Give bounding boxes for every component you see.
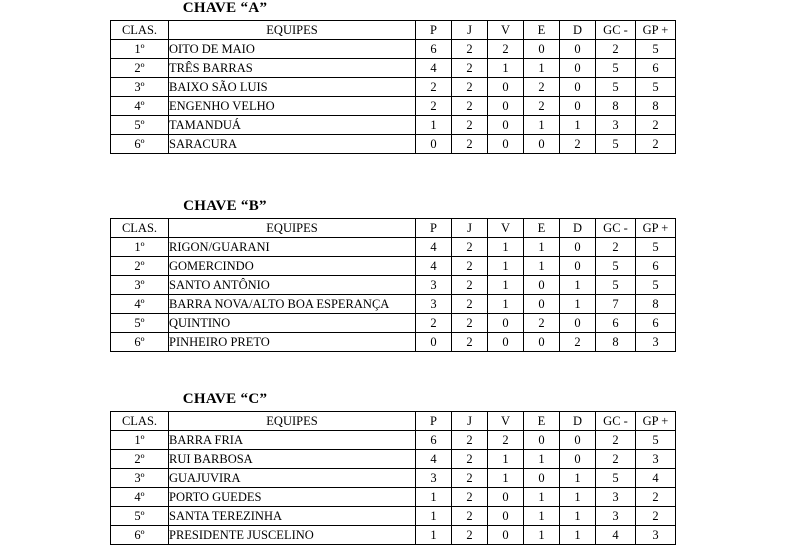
row-position: 3º [111, 78, 169, 97]
row-played: 2 [452, 526, 488, 545]
row-points: 1 [416, 507, 452, 526]
row-wins: 1 [488, 469, 524, 488]
row-draws: 1 [524, 116, 560, 135]
row-wins: 0 [488, 333, 524, 352]
row-goals-for: 4 [636, 469, 676, 488]
column-header-j: J [452, 219, 488, 238]
column-header-clas: CLAS. [111, 21, 169, 40]
row-position: 4º [111, 97, 169, 116]
row-draws: 1 [524, 257, 560, 276]
row-played: 2 [452, 488, 488, 507]
row-team: TAMANDUÁ [169, 116, 416, 135]
group-block-a [110, 0, 675, 154]
row-goals-for: 6 [636, 59, 676, 78]
row-position: 4º [111, 488, 169, 507]
row-points: 1 [416, 116, 452, 135]
row-goals-against: 5 [596, 469, 636, 488]
row-goals-for: 3 [636, 526, 676, 545]
row-goals-for: 5 [636, 431, 676, 450]
group-title-b: CHAVE “B” [183, 198, 267, 214]
row-draws: 0 [524, 135, 560, 154]
row-draws: 2 [524, 314, 560, 333]
row-team: BARRA NOVA/ALTO BOA ESPERANÇA [169, 295, 416, 314]
row-position: 2º [111, 59, 169, 78]
row-team: RUI BARBOSA [169, 450, 416, 469]
column-header-p: P [416, 21, 452, 40]
row-wins: 2 [488, 431, 524, 450]
table-row [111, 431, 676, 450]
row-team: PORTO GUEDES [169, 488, 416, 507]
standings-table-b [110, 218, 676, 352]
row-position: 4º [111, 295, 169, 314]
row-position: 1º [111, 238, 169, 257]
column-header-d: D [560, 412, 596, 431]
row-losses: 1 [560, 526, 596, 545]
row-points: 2 [416, 97, 452, 116]
row-goals-against: 2 [596, 238, 636, 257]
row-losses: 1 [560, 276, 596, 295]
row-goals-for: 8 [636, 295, 676, 314]
row-draws: 1 [524, 450, 560, 469]
row-losses: 0 [560, 431, 596, 450]
row-played: 2 [452, 238, 488, 257]
table-row [111, 78, 676, 97]
row-goals-against: 8 [596, 333, 636, 352]
column-header-equipes: EQUIPES [169, 21, 416, 40]
row-played: 2 [452, 469, 488, 488]
row-draws: 0 [524, 295, 560, 314]
row-goals-for: 3 [636, 450, 676, 469]
row-goals-against: 3 [596, 116, 636, 135]
table-row [111, 295, 676, 314]
table-row [111, 59, 676, 78]
row-points: 2 [416, 78, 452, 97]
row-losses: 0 [560, 59, 596, 78]
row-goals-against: 5 [596, 135, 636, 154]
group-title-a: CHAVE “A” [182, 0, 268, 16]
row-wins: 0 [488, 526, 524, 545]
row-wins: 0 [488, 116, 524, 135]
row-losses: 0 [560, 257, 596, 276]
row-points: 1 [416, 526, 452, 545]
column-header-p: P [416, 412, 452, 431]
row-team: QUINTINO [169, 314, 416, 333]
row-team: SANTO ANTÔNIO [169, 276, 416, 295]
row-wins: 0 [488, 97, 524, 116]
row-draws: 1 [524, 507, 560, 526]
row-goals-for: 2 [636, 116, 676, 135]
row-goals-for: 3 [636, 333, 676, 352]
row-points: 3 [416, 295, 452, 314]
column-header-equipes: EQUIPES [169, 412, 416, 431]
column-header-e: E [524, 219, 560, 238]
row-team: SANTA TEREZINHA [169, 507, 416, 526]
column-header-v: V [488, 412, 524, 431]
row-goals-for: 2 [636, 135, 676, 154]
table-row [111, 257, 676, 276]
row-wins: 1 [488, 450, 524, 469]
table-row [111, 526, 676, 545]
row-draws: 1 [524, 488, 560, 507]
row-played: 2 [452, 507, 488, 526]
row-goals-against: 5 [596, 257, 636, 276]
row-goals-for: 5 [636, 238, 676, 257]
row-goals-for: 5 [636, 276, 676, 295]
row-team: PINHEIRO PRETO [169, 333, 416, 352]
column-header-d: D [560, 219, 596, 238]
column-header-v: V [488, 219, 524, 238]
row-points: 4 [416, 238, 452, 257]
row-goals-against: 8 [596, 97, 636, 116]
row-points: 4 [416, 59, 452, 78]
row-wins: 0 [488, 488, 524, 507]
row-position: 5º [111, 314, 169, 333]
row-points: 4 [416, 450, 452, 469]
row-goals-for: 5 [636, 40, 676, 59]
row-wins: 0 [488, 135, 524, 154]
row-goals-against: 2 [596, 450, 636, 469]
row-goals-for: 6 [636, 257, 676, 276]
column-header-v: V [488, 21, 524, 40]
row-played: 2 [452, 450, 488, 469]
row-losses: 0 [560, 97, 596, 116]
row-position: 3º [111, 469, 169, 488]
row-position: 2º [111, 450, 169, 469]
row-played: 2 [452, 116, 488, 135]
row-points: 1 [416, 488, 452, 507]
group-title-c: CHAVE “C” [182, 391, 268, 407]
row-points: 3 [416, 469, 452, 488]
row-position: 6º [111, 333, 169, 352]
row-goals-against: 5 [596, 276, 636, 295]
row-goals-against: 3 [596, 507, 636, 526]
row-draws: 1 [524, 526, 560, 545]
row-losses: 0 [560, 314, 596, 333]
row-losses: 0 [560, 40, 596, 59]
column-header-p: P [416, 219, 452, 238]
row-goals-against: 3 [596, 488, 636, 507]
row-position: 3º [111, 276, 169, 295]
column-header-gp: GP + [636, 412, 676, 431]
row-losses: 1 [560, 116, 596, 135]
row-wins: 1 [488, 238, 524, 257]
row-team: SARACURA [169, 135, 416, 154]
row-losses: 1 [560, 507, 596, 526]
row-goals-against: 7 [596, 295, 636, 314]
table-row [111, 314, 676, 333]
row-draws: 0 [524, 40, 560, 59]
row-goals-against: 5 [596, 59, 636, 78]
column-header-clas: CLAS. [111, 412, 169, 431]
row-losses: 1 [560, 488, 596, 507]
row-draws: 0 [524, 469, 560, 488]
row-losses: 0 [560, 78, 596, 97]
table-row [111, 97, 676, 116]
row-goals-for: 2 [636, 488, 676, 507]
row-goals-against: 4 [596, 526, 636, 545]
column-header-gc: GC - [596, 21, 636, 40]
standings-table-c [110, 411, 676, 545]
row-losses: 0 [560, 238, 596, 257]
row-played: 2 [452, 276, 488, 295]
row-position: 5º [111, 507, 169, 526]
table-row [111, 488, 676, 507]
column-header-gp: GP + [636, 219, 676, 238]
row-team: ENGENHO VELHO [169, 97, 416, 116]
row-draws: 1 [524, 238, 560, 257]
row-losses: 2 [560, 135, 596, 154]
row-points: 3 [416, 276, 452, 295]
row-played: 2 [452, 59, 488, 78]
column-header-gc: GC - [596, 219, 636, 238]
row-team: BARRA FRIA [169, 431, 416, 450]
row-played: 2 [452, 333, 488, 352]
row-goals-against: 6 [596, 314, 636, 333]
table-header-row [111, 21, 676, 40]
row-team: TRÊS BARRAS [169, 59, 416, 78]
row-draws: 2 [524, 97, 560, 116]
row-wins: 0 [488, 314, 524, 333]
row-points: 0 [416, 333, 452, 352]
row-goals-against: 5 [596, 78, 636, 97]
row-wins: 0 [488, 507, 524, 526]
row-goals-against: 2 [596, 431, 636, 450]
row-draws: 0 [524, 276, 560, 295]
row-goals-for: 2 [636, 507, 676, 526]
row-draws: 0 [524, 431, 560, 450]
table-row [111, 238, 676, 257]
row-team: GOMERCINDO [169, 257, 416, 276]
row-position: 1º [111, 40, 169, 59]
column-header-gc: GC - [596, 412, 636, 431]
row-points: 6 [416, 431, 452, 450]
column-header-gp: GP + [636, 21, 676, 40]
row-goals-for: 6 [636, 314, 676, 333]
row-played: 2 [452, 431, 488, 450]
row-position: 6º [111, 526, 169, 545]
row-losses: 0 [560, 450, 596, 469]
table-row [111, 116, 676, 135]
group-block-b [110, 198, 675, 352]
row-losses: 1 [560, 469, 596, 488]
row-goals-against: 2 [596, 40, 636, 59]
column-header-j: J [452, 21, 488, 40]
row-played: 2 [452, 314, 488, 333]
row-draws: 1 [524, 59, 560, 78]
row-wins: 2 [488, 40, 524, 59]
row-played: 2 [452, 78, 488, 97]
row-losses: 2 [560, 333, 596, 352]
table-row [111, 276, 676, 295]
row-played: 2 [452, 257, 488, 276]
row-wins: 1 [488, 257, 524, 276]
row-points: 4 [416, 257, 452, 276]
row-team: PRESIDENTE JUSCELINO [169, 526, 416, 545]
row-wins: 0 [488, 78, 524, 97]
row-position: 1º [111, 431, 169, 450]
column-header-clas: CLAS. [111, 219, 169, 238]
row-losses: 1 [560, 295, 596, 314]
row-played: 2 [452, 135, 488, 154]
row-team: BAIXO SÃO LUIS [169, 78, 416, 97]
row-points: 0 [416, 135, 452, 154]
column-header-d: D [560, 21, 596, 40]
column-header-equipes: EQUIPES [169, 219, 416, 238]
row-team: GUAJUVIRA [169, 469, 416, 488]
column-header-j: J [452, 412, 488, 431]
group-block-c [110, 391, 675, 545]
row-position: 5º [111, 116, 169, 135]
standings-table-a [110, 20, 676, 154]
row-wins: 1 [488, 295, 524, 314]
row-played: 2 [452, 97, 488, 116]
row-points: 6 [416, 40, 452, 59]
row-wins: 1 [488, 276, 524, 295]
table-row [111, 135, 676, 154]
table-header-row [111, 219, 676, 238]
table-row [111, 507, 676, 526]
row-points: 2 [416, 314, 452, 333]
row-position: 2º [111, 257, 169, 276]
row-team: OITO DE MAIO [169, 40, 416, 59]
row-goals-for: 8 [636, 97, 676, 116]
row-goals-for: 5 [636, 78, 676, 97]
table-row [111, 469, 676, 488]
row-position: 6º [111, 135, 169, 154]
column-header-e: E [524, 412, 560, 431]
table-header-row [111, 412, 676, 431]
table-row [111, 40, 676, 59]
row-wins: 1 [488, 59, 524, 78]
table-row [111, 450, 676, 469]
row-played: 2 [452, 40, 488, 59]
row-draws: 2 [524, 78, 560, 97]
row-team: RIGON/GUARANI [169, 238, 416, 257]
table-row [111, 333, 676, 352]
row-played: 2 [452, 295, 488, 314]
row-draws: 0 [524, 333, 560, 352]
column-header-e: E [524, 21, 560, 40]
